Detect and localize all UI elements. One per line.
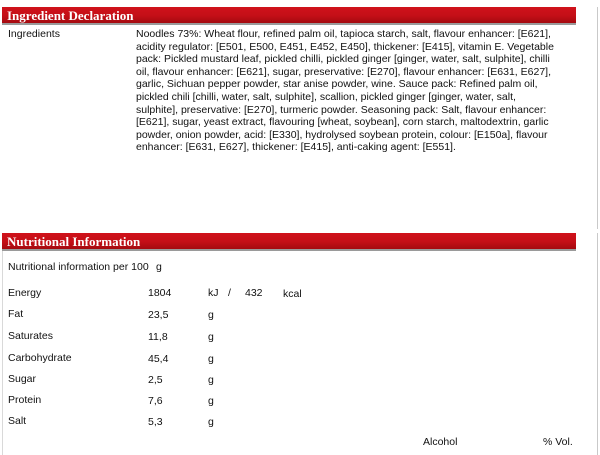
ingredients-label: Ingredients xyxy=(8,28,60,40)
ingredient-section-border xyxy=(597,7,598,229)
fat-unit: g xyxy=(208,309,214,321)
fat-value: 23,5 xyxy=(148,309,169,321)
carbohydrate-value: 45,4 xyxy=(148,353,169,365)
salt-value: 5,3 xyxy=(148,416,163,428)
energy-separator: / xyxy=(228,287,231,299)
ingredient-declaration-title: Ingredient Declaration xyxy=(7,8,134,23)
nutrition-section-left-border xyxy=(2,251,3,455)
salt-label: Salt xyxy=(8,415,27,427)
saturates-label: Saturates xyxy=(8,330,53,342)
ingredient-declaration-header xyxy=(2,7,576,25)
saturates-value: 11,8 xyxy=(148,331,168,343)
protein-value: 7,6 xyxy=(148,395,163,407)
sugar-unit: g xyxy=(208,374,214,386)
energy-label: Energy xyxy=(8,287,42,299)
per-100-unit: g xyxy=(156,261,162,273)
carbohydrate-unit: g xyxy=(208,353,214,365)
ingredients-text: Noodles 73%: Wheat flour, refined palm oil, tapioca starch, salt, flavour enhancer: [E621], acidity regulator: [E501, E500, E451, E452, E450], thickener: [E415], vitamin E. Vegetable pack: Pickled mustard leaf, pickled chilli, pickled ginger [ginger, water, salt, sulphite], chilli oil, flavour enhancer: [E621], sugar, preservative: [E270], flavour enhancer: [E631, E627], garlic, Sichuan pepper powder, star anise powder, wine. Sauce pack: Refined palm oil, pickled chili [chilli, water, salt, sulphite], scallion, pickled ginger [ginger, water, salt, sulphite], preservative: [E270], turmeric powder. Seasoning pack: Salt, flavour enhancer: [E621], sugar, yeast extract, flavouring [wheat, soybean], corn starch, maltodextrin, garlic powder, onion powder, acid: [E330], hydrolysed soybean protein, colour: [E150a], flavour enhancer: [E631, E627], thickener: [E415], anti-caking agent: [E551]. xyxy=(136,28,554,154)
saturates-unit: g xyxy=(208,331,214,343)
nutritional-information-header xyxy=(2,233,576,251)
per-100-label: Nutritional information per 100 xyxy=(8,261,149,273)
alcohol-unit: % Vol. xyxy=(543,436,573,448)
sugar-label: Sugar xyxy=(8,373,37,385)
protein-unit: g xyxy=(208,395,214,407)
alcohol-label: Alcohol xyxy=(423,436,458,448)
energy-kcal-unit: kcal xyxy=(283,288,302,300)
energy-kcal-value: 432 xyxy=(245,287,263,299)
nutritional-information-title: Nutritional Information xyxy=(7,234,141,249)
protein-label: Protein xyxy=(8,394,42,406)
fat-label: Fat xyxy=(8,308,24,320)
sugar-value: 2,5 xyxy=(148,374,163,386)
carbohydrate-label: Carbohydrate xyxy=(8,352,72,364)
energy-kj-unit: kJ xyxy=(208,287,219,299)
energy-kj-value: 1804 xyxy=(148,287,172,299)
nutrition-section-border xyxy=(597,233,598,455)
salt-unit: g xyxy=(208,416,214,428)
